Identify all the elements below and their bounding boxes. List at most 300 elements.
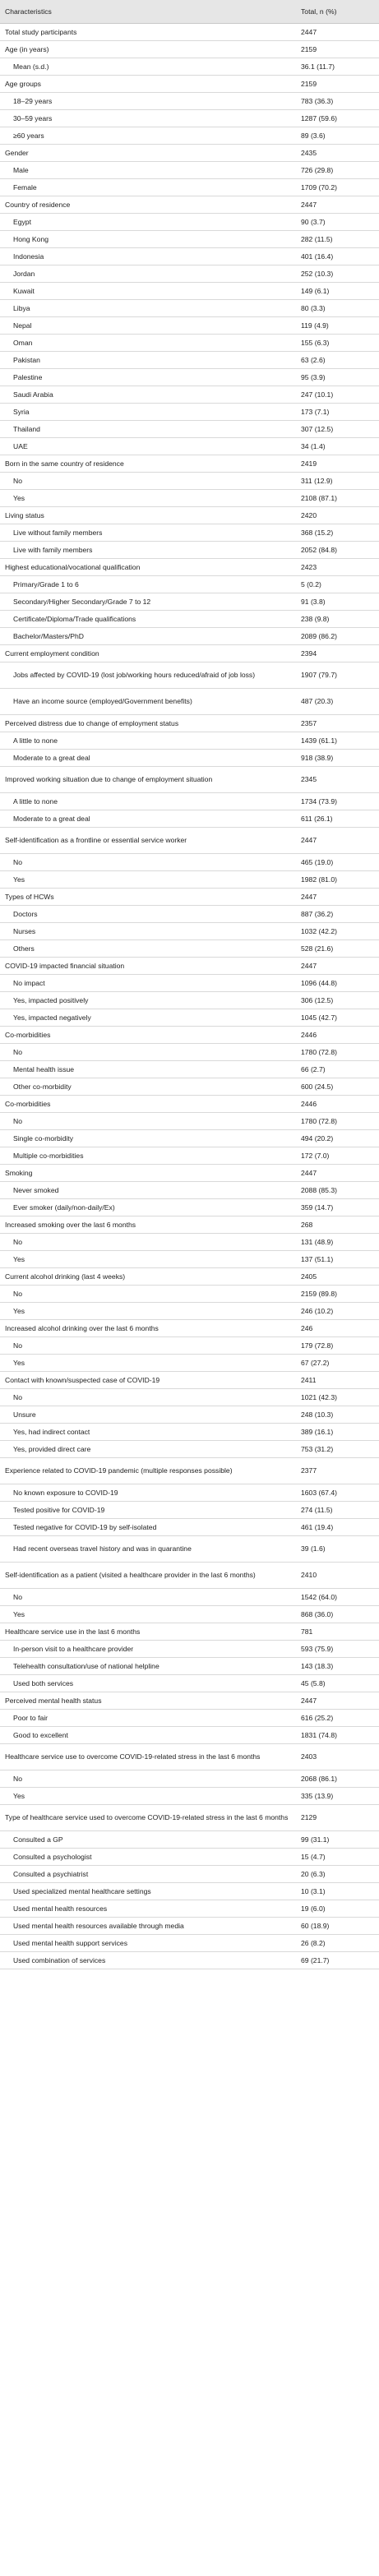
row-sublabel: Consulted a psychologist — [0, 1849, 296, 1866]
table-row — [0, 1744, 379, 1770]
row-value: 15 (4.7) — [296, 1849, 379, 1866]
row-value: 2447 — [296, 958, 379, 975]
row-value: 2447 — [296, 828, 379, 854]
table-row — [0, 1883, 379, 1900]
table-row — [0, 58, 379, 76]
table-header-row — [0, 0, 379, 24]
row-value: 465 (19.0) — [296, 854, 379, 871]
row-value: 60 (18.9) — [296, 1918, 379, 1935]
row-sublabel: Kuwait — [0, 283, 296, 300]
table-row — [0, 940, 379, 958]
table-row — [0, 1199, 379, 1216]
row-value: 1542 (64.0) — [296, 1589, 379, 1606]
row-value: 119 (4.9) — [296, 317, 379, 335]
table-row — [0, 1268, 379, 1286]
table-row — [0, 110, 379, 127]
row-value: 1096 (44.8) — [296, 975, 379, 992]
row-value: 80 (3.3) — [296, 300, 379, 317]
table-row — [0, 438, 379, 455]
table-row — [0, 906, 379, 923]
row-sublabel: Tested positive for COVID-19 — [0, 1502, 296, 1519]
table-row — [0, 127, 379, 145]
table-row — [0, 1165, 379, 1182]
table-row — [0, 248, 379, 265]
row-sublabel: Nurses — [0, 923, 296, 940]
table-row — [0, 145, 379, 162]
table-row — [0, 231, 379, 248]
row-label: Co-morbidities — [0, 1096, 296, 1113]
row-label: Co-morbidities — [0, 1027, 296, 1044]
table-row — [0, 1675, 379, 1692]
table-row — [0, 1458, 379, 1484]
row-value: 2446 — [296, 1096, 379, 1113]
row-value: 1734 (73.9) — [296, 793, 379, 810]
table-row — [0, 1406, 379, 1424]
row-sublabel: Yes — [0, 871, 296, 889]
row-sublabel: Used mental health resources — [0, 1900, 296, 1918]
row-value: 248 (10.3) — [296, 1406, 379, 1424]
row-sublabel: Yes — [0, 1788, 296, 1805]
row-sublabel: Mean (s.d.) — [0, 58, 296, 76]
row-value: 274 (11.5) — [296, 1502, 379, 1519]
table-row — [0, 404, 379, 421]
row-value: 2159 — [296, 76, 379, 93]
row-sublabel: Hong Kong — [0, 231, 296, 248]
table-row — [0, 214, 379, 231]
row-label: COVID-19 impacted financial situation — [0, 958, 296, 975]
row-label: Healthcare service use to overcome COVID-19-related stress in the last 6 months — [0, 1744, 296, 1770]
row-label: Highest educational/vocational qualification — [0, 559, 296, 576]
table-row — [0, 352, 379, 369]
table-row — [0, 1805, 379, 1831]
table-row — [0, 1009, 379, 1027]
table-row — [0, 455, 379, 473]
row-value: 487 (20.3) — [296, 689, 379, 715]
table-row — [0, 1536, 379, 1563]
row-sublabel: Pakistan — [0, 352, 296, 369]
row-value: 1439 (61.1) — [296, 732, 379, 750]
row-value: 67 (27.2) — [296, 1355, 379, 1372]
table-row — [0, 1147, 379, 1165]
row-value: 2088 (85.3) — [296, 1182, 379, 1199]
row-value: 246 — [296, 1320, 379, 1337]
table-row — [0, 1692, 379, 1710]
row-value: 335 (13.9) — [296, 1788, 379, 1805]
row-sublabel: Oman — [0, 335, 296, 352]
table-row — [0, 1710, 379, 1727]
row-value: 69 (21.7) — [296, 1952, 379, 1969]
row-sublabel: No — [0, 854, 296, 871]
table-row — [0, 1251, 379, 1268]
table-row — [0, 335, 379, 352]
table-row — [0, 93, 379, 110]
row-label: Living status — [0, 507, 296, 524]
row-value: 173 (7.1) — [296, 404, 379, 421]
table-row — [0, 1044, 379, 1061]
row-sublabel: Syria — [0, 404, 296, 421]
row-label: Born in the same country of residence — [0, 455, 296, 473]
row-sublabel: Male — [0, 162, 296, 179]
table-row — [0, 1234, 379, 1251]
row-sublabel: Never smoked — [0, 1182, 296, 1199]
row-value: 611 (26.1) — [296, 810, 379, 828]
table-row — [0, 559, 379, 576]
row-value: 783 (36.3) — [296, 93, 379, 110]
row-value: 20 (6.3) — [296, 1866, 379, 1883]
table-row — [0, 628, 379, 645]
table-row — [0, 889, 379, 906]
row-sublabel: Indonesia — [0, 248, 296, 265]
row-value: 2159 — [296, 41, 379, 58]
row-value: 268 — [296, 1216, 379, 1234]
table-row — [0, 1355, 379, 1372]
row-label: Gender — [0, 145, 296, 162]
row-value: 1603 (67.4) — [296, 1484, 379, 1502]
table-row — [0, 975, 379, 992]
row-sublabel: Used combination of services — [0, 1952, 296, 1969]
row-value: 45 (5.8) — [296, 1675, 379, 1692]
row-value: 34 (1.4) — [296, 438, 379, 455]
row-sublabel: Yes — [0, 1303, 296, 1320]
row-value: 368 (15.2) — [296, 524, 379, 542]
row-value: 2435 — [296, 145, 379, 162]
table-row — [0, 196, 379, 214]
row-value: 887 (36.2) — [296, 906, 379, 923]
row-sublabel: Good to excellent — [0, 1727, 296, 1744]
table-row — [0, 1770, 379, 1788]
row-sublabel: Primary/Grade 1 to 6 — [0, 576, 296, 593]
row-sublabel: No — [0, 1286, 296, 1303]
table-row — [0, 810, 379, 828]
row-sublabel: Yes, had indirect contact — [0, 1424, 296, 1441]
table-row — [0, 1502, 379, 1519]
row-value: 401 (16.4) — [296, 248, 379, 265]
table-row — [0, 283, 379, 300]
row-value: 2423 — [296, 559, 379, 576]
row-value: 2129 — [296, 1805, 379, 1831]
row-sublabel: Jobs affected by COVID-19 (lost job/working hours reduced/afraid of job loss) — [0, 662, 296, 689]
row-sublabel: Female — [0, 179, 296, 196]
table-row — [0, 1320, 379, 1337]
row-sublabel: Others — [0, 940, 296, 958]
row-value: 1287 (59.6) — [296, 110, 379, 127]
table-row — [0, 1061, 379, 1078]
table-row — [0, 992, 379, 1009]
row-label: Perceived mental health status — [0, 1692, 296, 1710]
table-row — [0, 1849, 379, 1866]
row-value: 2159 (89.8) — [296, 1286, 379, 1303]
table-row — [0, 645, 379, 662]
table-row — [0, 662, 379, 689]
table-row — [0, 1216, 379, 1234]
row-sublabel: Multiple co-morbidities — [0, 1147, 296, 1165]
row-value: 311 (12.9) — [296, 473, 379, 490]
row-label: Total study participants — [0, 24, 296, 41]
row-value: 247 (10.1) — [296, 386, 379, 404]
row-value: 143 (18.3) — [296, 1658, 379, 1675]
table-row — [0, 1606, 379, 1623]
row-label: Experience related to COVID-19 pandemic (multiple responses possible) — [0, 1458, 296, 1484]
row-label: Self-identification as a patient (visited a healthcare provider in the last 6 months) — [0, 1563, 296, 1589]
row-value: 282 (11.5) — [296, 231, 379, 248]
row-sublabel: Tested negative for COVID-19 by self-isolated — [0, 1519, 296, 1536]
row-value: 2420 — [296, 507, 379, 524]
row-label: Self-identification as a frontline or essential service worker — [0, 828, 296, 854]
row-sublabel: Doctors — [0, 906, 296, 923]
table-row — [0, 1424, 379, 1441]
row-sublabel: No — [0, 1044, 296, 1061]
row-value: 2411 — [296, 1372, 379, 1389]
row-value: 19 (6.0) — [296, 1900, 379, 1918]
table-row — [0, 1623, 379, 1641]
row-sublabel: Yes — [0, 1606, 296, 1623]
row-label: Contact with known/suspected case of COVID-19 — [0, 1372, 296, 1389]
row-sublabel: Yes — [0, 490, 296, 507]
row-value: 91 (3.8) — [296, 593, 379, 611]
row-sublabel: Single co-morbidity — [0, 1130, 296, 1147]
row-value: 149 (6.1) — [296, 283, 379, 300]
row-sublabel: Saudi Arabia — [0, 386, 296, 404]
row-value: 2447 — [296, 889, 379, 906]
row-value: 2394 — [296, 645, 379, 662]
row-sublabel: Moderate to a great deal — [0, 810, 296, 828]
table-row — [0, 265, 379, 283]
table-row — [0, 369, 379, 386]
row-sublabel: No — [0, 1113, 296, 1130]
table-row — [0, 1900, 379, 1918]
row-label: Healthcare service use in the last 6 months — [0, 1623, 296, 1641]
row-value: 66 (2.7) — [296, 1061, 379, 1078]
row-sublabel: Live with family members — [0, 542, 296, 559]
row-value: 616 (25.2) — [296, 1710, 379, 1727]
row-sublabel: Thailand — [0, 421, 296, 438]
table-row — [0, 1519, 379, 1536]
row-sublabel: Telehealth consultation/use of national helpline — [0, 1658, 296, 1675]
row-value: 2357 — [296, 715, 379, 732]
row-value: 2089 (86.2) — [296, 628, 379, 645]
row-sublabel: Yes — [0, 1355, 296, 1372]
row-sublabel: Used both services — [0, 1675, 296, 1692]
table-row — [0, 524, 379, 542]
row-value: 1032 (42.2) — [296, 923, 379, 940]
table-row — [0, 750, 379, 767]
row-value: 10 (3.1) — [296, 1883, 379, 1900]
row-sublabel: Consulted a GP — [0, 1831, 296, 1849]
row-value: 494 (20.2) — [296, 1130, 379, 1147]
row-sublabel: In-person visit to a healthcare provider — [0, 1641, 296, 1658]
row-sublabel: Used mental health resources available through media — [0, 1918, 296, 1935]
row-sublabel: Mental health issue — [0, 1061, 296, 1078]
row-label: Type of healthcare service used to overcome COVID-19-related stress in the last 6 months — [0, 1805, 296, 1831]
row-sublabel: Yes, provided direct care — [0, 1441, 296, 1458]
row-sublabel: Live without family members — [0, 524, 296, 542]
row-label: Increased alcohol drinking over the last 6 months — [0, 1320, 296, 1337]
row-value: 137 (51.1) — [296, 1251, 379, 1268]
table-row — [0, 854, 379, 871]
row-value: 1709 (70.2) — [296, 179, 379, 196]
table-row — [0, 1788, 379, 1805]
table-row — [0, 1096, 379, 1113]
table-row — [0, 1286, 379, 1303]
row-value: 1045 (42.7) — [296, 1009, 379, 1027]
table-row — [0, 1441, 379, 1458]
row-value: 2447 — [296, 24, 379, 41]
table-row — [0, 542, 379, 559]
row-sublabel: 18–29 years — [0, 93, 296, 110]
table-row — [0, 793, 379, 810]
table-body — [0, 24, 379, 1969]
row-value: 918 (38.9) — [296, 750, 379, 767]
row-value: 1982 (81.0) — [296, 871, 379, 889]
row-sublabel: Bachelor/Masters/PhD — [0, 628, 296, 645]
row-label: Current employment condition — [0, 645, 296, 662]
table-row — [0, 1952, 379, 1969]
table-row — [0, 1658, 379, 1675]
table-row — [0, 490, 379, 507]
table-row — [0, 162, 379, 179]
row-sublabel: Secondary/Higher Secondary/Grade 7 to 12 — [0, 593, 296, 611]
row-label: Current alcohol drinking (last 4 weeks) — [0, 1268, 296, 1286]
row-value: 131 (48.9) — [296, 1234, 379, 1251]
table-row — [0, 871, 379, 889]
row-value: 2410 — [296, 1563, 379, 1589]
row-value: 1021 (42.3) — [296, 1389, 379, 1406]
row-value: 155 (6.3) — [296, 335, 379, 352]
row-value: 2405 — [296, 1268, 379, 1286]
row-value: 63 (2.6) — [296, 352, 379, 369]
table-row — [0, 593, 379, 611]
row-value: 461 (19.4) — [296, 1519, 379, 1536]
row-sublabel: No — [0, 473, 296, 490]
table-row — [0, 732, 379, 750]
header-characteristics: Characteristics — [0, 0, 296, 24]
row-value: 359 (14.7) — [296, 1199, 379, 1216]
table-row — [0, 41, 379, 58]
table-row — [0, 1303, 379, 1320]
row-value: 36.1 (11.7) — [296, 58, 379, 76]
row-label: Improved working situation due to change of employment situation — [0, 767, 296, 793]
table-row — [0, 1484, 379, 1502]
table-row — [0, 76, 379, 93]
table-row — [0, 507, 379, 524]
row-value: 2403 — [296, 1744, 379, 1770]
row-sublabel: Egypt — [0, 214, 296, 231]
table-row — [0, 24, 379, 41]
table-row — [0, 715, 379, 732]
table-row — [0, 317, 379, 335]
row-value: 389 (16.1) — [296, 1424, 379, 1441]
row-sublabel: Unsure — [0, 1406, 296, 1424]
table-row — [0, 1182, 379, 1199]
row-value: 593 (75.9) — [296, 1641, 379, 1658]
row-value: 2068 (86.1) — [296, 1770, 379, 1788]
row-sublabel: No known exposure to COVID-19 — [0, 1484, 296, 1502]
table-row — [0, 689, 379, 715]
row-sublabel: No — [0, 1389, 296, 1406]
row-sublabel: Poor to fair — [0, 1710, 296, 1727]
row-value: 1780 (72.8) — [296, 1113, 379, 1130]
row-label: Age (in years) — [0, 41, 296, 58]
table-row — [0, 1563, 379, 1589]
row-value: 2377 — [296, 1458, 379, 1484]
row-value: 5 (0.2) — [296, 576, 379, 593]
row-label: Increased smoking over the last 6 months — [0, 1216, 296, 1234]
row-sublabel: Ever smoker (daily/non-daily/Ex) — [0, 1199, 296, 1216]
row-sublabel: Had recent overseas travel history and was in quarantine — [0, 1536, 296, 1563]
table-row — [0, 828, 379, 854]
row-value: 2345 — [296, 767, 379, 793]
row-sublabel: 30–59 years — [0, 110, 296, 127]
table-row — [0, 1918, 379, 1935]
table-row — [0, 1935, 379, 1952]
row-value: 2419 — [296, 455, 379, 473]
row-sublabel: No — [0, 1234, 296, 1251]
row-value: 2108 (87.1) — [296, 490, 379, 507]
row-value: 2446 — [296, 1027, 379, 1044]
row-sublabel: Other co-morbidity — [0, 1078, 296, 1096]
row-label: Perceived distress due to change of employment status — [0, 715, 296, 732]
row-sublabel: Yes — [0, 1251, 296, 1268]
row-sublabel: ≥60 years — [0, 127, 296, 145]
row-value: 2447 — [296, 1165, 379, 1182]
row-sublabel: Used specialized mental healthcare settings — [0, 1883, 296, 1900]
row-value: 2052 (84.8) — [296, 542, 379, 559]
table-row — [0, 1831, 379, 1849]
row-value: 1907 (79.7) — [296, 662, 379, 689]
table-row — [0, 576, 379, 593]
table-row — [0, 1372, 379, 1389]
row-sublabel: Yes, impacted positively — [0, 992, 296, 1009]
table-row — [0, 923, 379, 940]
row-value: 2447 — [296, 196, 379, 214]
row-value: 172 (7.0) — [296, 1147, 379, 1165]
row-sublabel: A little to none — [0, 793, 296, 810]
row-sublabel: Have an income source (employed/Government benefits) — [0, 689, 296, 715]
row-label: Smoking — [0, 1165, 296, 1182]
table-row — [0, 1589, 379, 1606]
row-sublabel: UAE — [0, 438, 296, 455]
row-sublabel: Yes, impacted negatively — [0, 1009, 296, 1027]
table-row — [0, 1113, 379, 1130]
row-value: 99 (31.1) — [296, 1831, 379, 1849]
table-row — [0, 958, 379, 975]
row-value: 238 (9.8) — [296, 611, 379, 628]
row-value: 246 (10.2) — [296, 1303, 379, 1320]
table-row — [0, 1130, 379, 1147]
table-row — [0, 1027, 379, 1044]
row-sublabel: Certificate/Diploma/Trade qualifications — [0, 611, 296, 628]
table-row — [0, 1389, 379, 1406]
row-sublabel: Libya — [0, 300, 296, 317]
row-value: 726 (29.8) — [296, 162, 379, 179]
table-row — [0, 179, 379, 196]
row-value: 252 (10.3) — [296, 265, 379, 283]
row-sublabel: Moderate to a great deal — [0, 750, 296, 767]
row-value: 753 (31.2) — [296, 1441, 379, 1458]
table-row — [0, 473, 379, 490]
row-value: 781 — [296, 1623, 379, 1641]
table-row — [0, 1727, 379, 1744]
table-row — [0, 1078, 379, 1096]
row-value: 307 (12.5) — [296, 421, 379, 438]
row-label: Age groups — [0, 76, 296, 93]
row-sublabel: No — [0, 1589, 296, 1606]
row-value: 89 (3.6) — [296, 127, 379, 145]
row-sublabel: No impact — [0, 975, 296, 992]
row-label: Country of residence — [0, 196, 296, 214]
row-sublabel: Jordan — [0, 265, 296, 283]
table-row — [0, 1641, 379, 1658]
